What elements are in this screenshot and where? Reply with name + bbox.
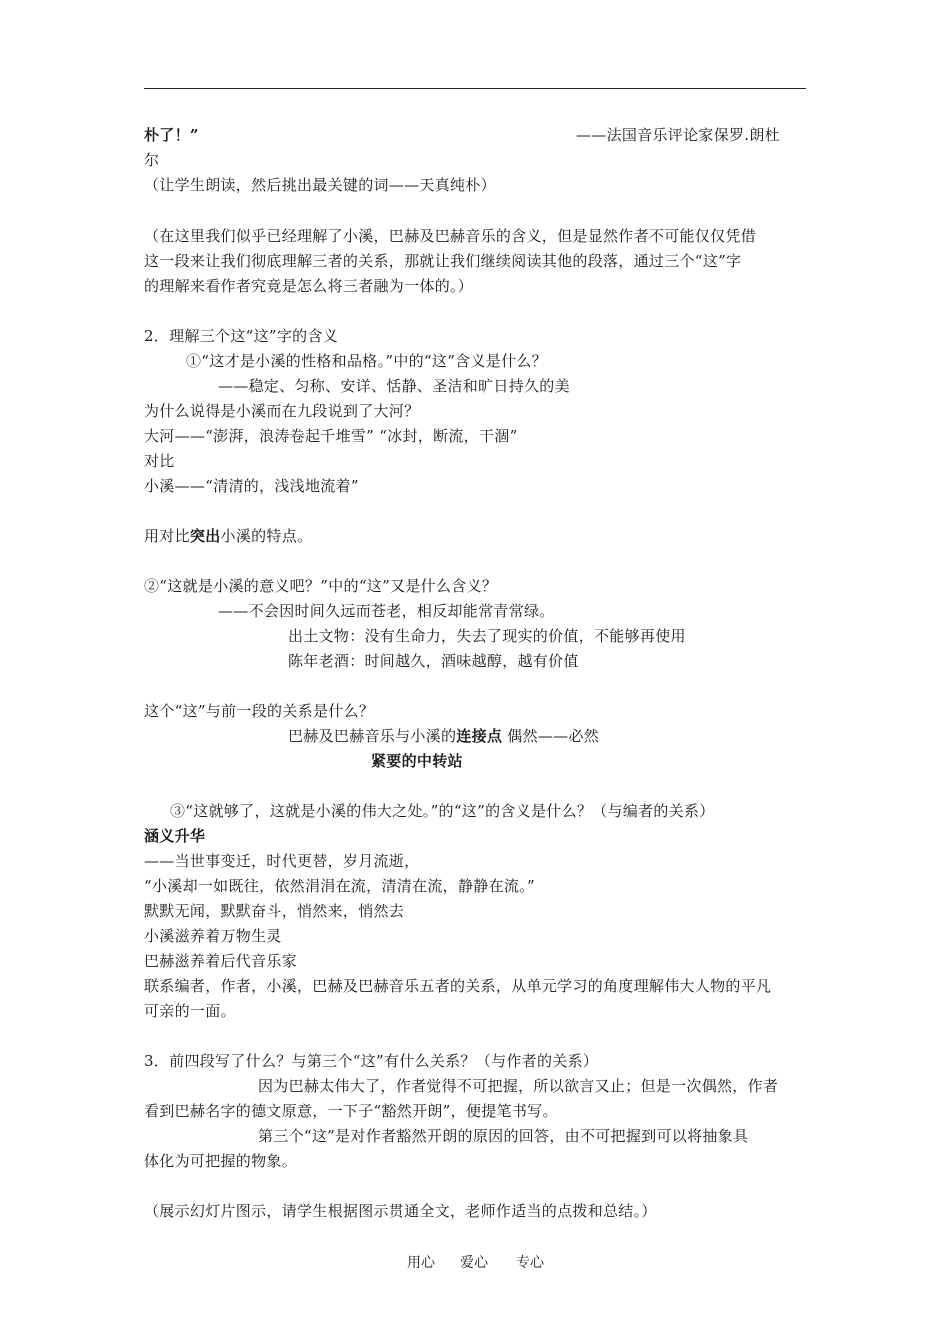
paragraph-line: 因为巴赫太伟大了，作者觉得不可把握，所以欲言又止；但是一次偶然，作者: [258, 1077, 779, 1095]
footer-text: 专心: [516, 1255, 544, 1271]
stream-line: 小溪——“清清的，浅浅地流着”: [144, 477, 359, 495]
relation-bold: 连接点: [456, 727, 503, 745]
question-2: ②“这就是小溪的意义吧？”中的“这”又是什么含义？: [144, 577, 498, 595]
relation-answer: [288, 726, 599, 746]
quote-attribution-cont: 尔: [144, 151, 160, 169]
why-question: 为什么说得是小溪而在九段说到了大河？: [144, 402, 420, 420]
text-line: 联系编者，作者，小溪，巴赫及巴赫音乐五者的关系，从单元学习的角度理解伟大人物的平凡: [144, 977, 772, 995]
paragraph-line: 第三个“这”是对作者豁然开朗的原因的回答，由不可把握到可以将抽象具: [258, 1127, 749, 1145]
contrast-label: 对比: [144, 452, 175, 470]
answer-1: ——稳定、匀称、安详、恬静、圣洁和旷日持久的美: [218, 377, 570, 395]
relay-station: 紧要的中转站: [371, 752, 463, 770]
relation-text: 巴赫及巴赫音乐与小溪的: [288, 727, 457, 745]
footer-text: 爱心: [460, 1255, 488, 1271]
summary-text: 小溪的特点。: [220, 527, 313, 545]
header-rule: [144, 88, 806, 89]
text-line: ——当世事变迁，时代更替，岁月流逝，: [144, 852, 420, 870]
answer-2: ——不会因时间久远而苍老，相反却能常青常绿。: [218, 602, 555, 620]
section2-heading: 2．理解三个这“这”字的含义: [144, 327, 339, 345]
text-line: 默默无闻，默默奋斗，悄然来，悄然去: [144, 902, 405, 920]
transition-line: 这一段来让我们彻底理解三者的关系，那就让我们继续阅读其他的段落，通过三个“这”字: [144, 252, 742, 270]
relic-line: 出土文物：没有生命力，失去了现实的价值，不能够再使用: [288, 627, 686, 645]
quote-instruction: （让学生朗读，然后挑出最关键的词——天真纯朴）: [144, 176, 496, 194]
closing-note: （展示幻灯片图示，请学生根据图示贯通全文，老师作适当的点拨和总结。）: [144, 1202, 657, 1220]
text-line: 小溪滋养着万物生灵: [144, 927, 282, 945]
contrast-summary: [144, 526, 312, 546]
text-line: 巴赫滋养着后代音乐家: [144, 952, 298, 970]
footer-text: 用心: [407, 1255, 435, 1271]
transition-line: 的理解来看作者究竟是怎么将三者融为一体的。）: [144, 277, 474, 295]
relation-text: 偶然——必然: [502, 727, 600, 745]
summary-bold: 突出: [189, 527, 221, 545]
sublimation-label: 涵义升华: [144, 827, 206, 845]
summary-text: 用对比: [144, 527, 190, 545]
paragraph-line: 看到巴赫名字的德文原意，一下子“豁然开朗”，便提笔书写。: [144, 1102, 558, 1120]
quote-attribution: ——法国音乐评论家保罗.朗杜: [576, 126, 780, 144]
relation-question: 这个“这”与前一段的关系是什么？: [144, 702, 375, 720]
section3-heading: 3．前四段写了什么？与第三个“这”有什么关系？（与作者的关系）: [144, 1052, 599, 1070]
quote-end: 朴了！”: [144, 126, 199, 144]
wine-line: 陈年老酒：时间越久，酒味越醇，越有价值: [288, 652, 579, 670]
paragraph-line: 体化为可把握的物象。: [144, 1152, 298, 1170]
text-line: “小溪却一如既往，依然涓涓在流，清清在流，静静在流。”: [144, 877, 535, 895]
question-3: ③“这就够了，这就是小溪的伟大之处。”的“这”的含义是什么？（与编者的关系）: [170, 802, 715, 820]
text-line: 可亲的一面。: [144, 1002, 236, 1020]
transition-line: （在这里我们似乎已经理解了小溪，巴赫及巴赫音乐的含义，但是显然作者不可能仅仅凭借: [144, 227, 757, 245]
question-1: ①“这才是小溪的性格和品格。”中的“这”含义是什么？: [186, 352, 547, 370]
river-line: 大河——“澎湃，浪涛卷起千堆雪” “冰封，断流，干涸”: [144, 427, 518, 445]
